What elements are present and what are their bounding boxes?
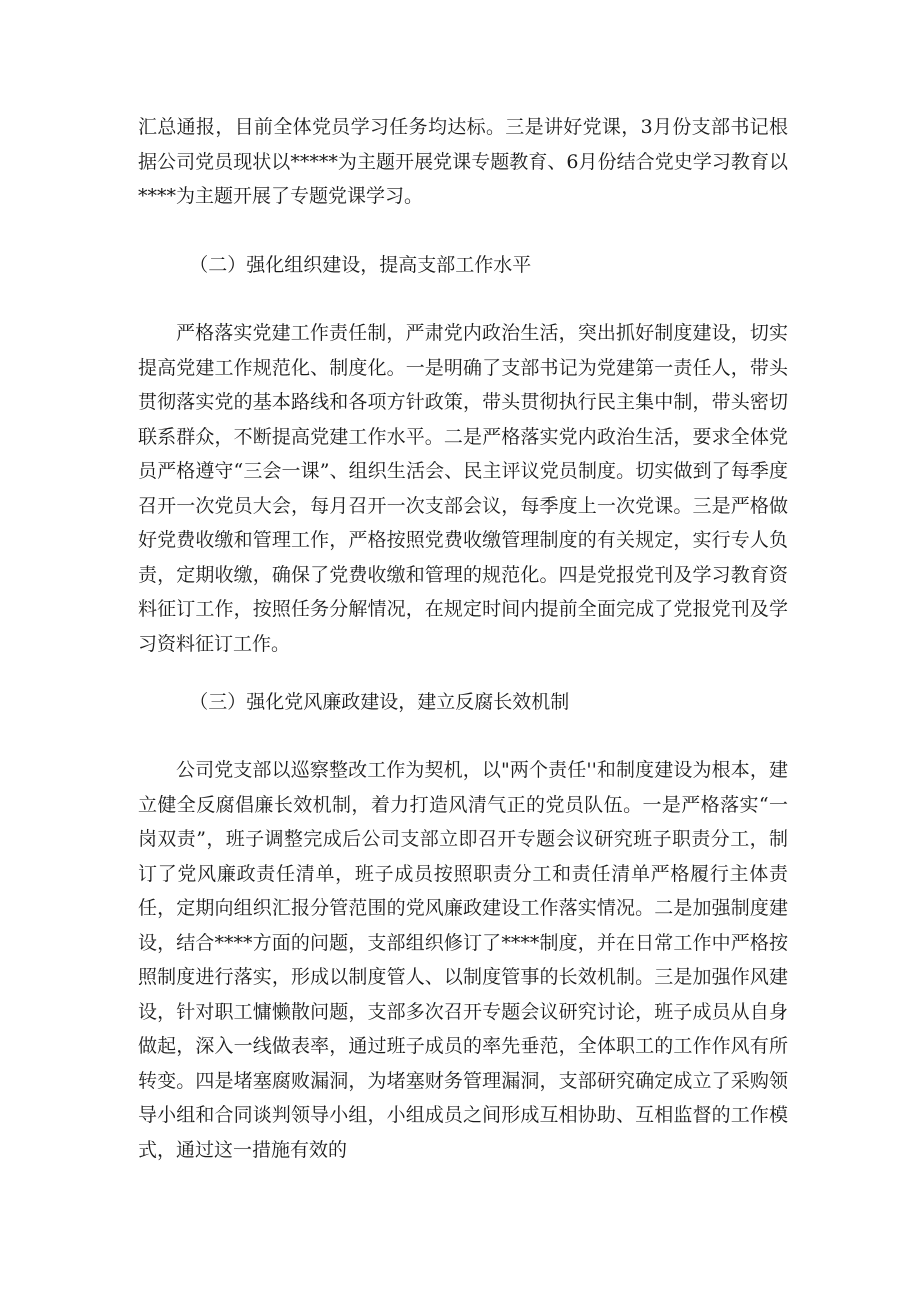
section-heading-2: （二）强化组织建设，提高支部工作水平 (189, 254, 532, 276)
section-body-3: 公司党支部以巡察整改工作为契机，以"两个责任''和制度建设为根本，建立健全反腐倡廉长效机制，着力打造风清气正的党员队伍。一是严格落实“一岗双责”，班子调整完成后公司支部立即召开专题会议研究班子职责分工，制订了党风廉政责任清单，班子成员按照职责分工和责任清单严格履行主体责任，定期向组织汇报分管范围的党风廉政建设工作落实情况。二是加强制度建设，结合****方面的问题，支部组织修订了****制度，并在日常工作中严格按照制度进行落实，形成以制度管人、以制度管事的长效机制。三是加强作风建设，针对职工慵懒散问题，支部多次召开专题会议研究讨论，班子成员从自身做起，深入一线做表率，通过班子成员的率先垂范，全体职工的工作作风有所转变。四是堵塞腐败漏洞，为堵塞财务管理漏洞，支部研究确定成立了采购领导小组和合同谈判领导小组，小组成员之间形成互相协助、互相监督的工作模式，通过这一措施有效的 (138, 759, 788, 1161)
paragraph-continued: 汇总通报，目前全体党员学习任务均达标。三是讲好党课，3月份支部书记根据公司党员现状以*****为主题开展党课专题教育、6月份结合党史学习教育以****为主题开展了专题党课学习。 (138, 116, 788, 207)
section-heading-3: （三）强化党风廉政建设，建立反腐长效机制 (189, 691, 570, 713)
section-body-2: 严格落实党建工作责任制，严肃党内政治生活，突出抓好制度建设，切实提高党建工作规范化、制度化。一是明确了支部书记为党建第一责任人，带头贯彻落实党的基本路线和各项方针政策，带头贯彻执行民主集中制，带头密切联系群众，不断提高党建工作水平。二是严格落实党内政治生活，要求全体党员严格遵守“三会一课”、组织生活会、民主评议党员制度。切实做到了每季度召开一次党员大会，每月召开一次支部会议，每季度上一次党课。三是严格做好党费收缴和管理工作，严格按照党费收缴管理制度的有关规定，实行专人负责，定期收缴，确保了党费收缴和管理的规范化。四是党报党刊及学习教育资料征订工作，按照任务分解情况，在规定时间内提前全面完成了党报党刊及学习资料征订工作。 (138, 322, 788, 655)
